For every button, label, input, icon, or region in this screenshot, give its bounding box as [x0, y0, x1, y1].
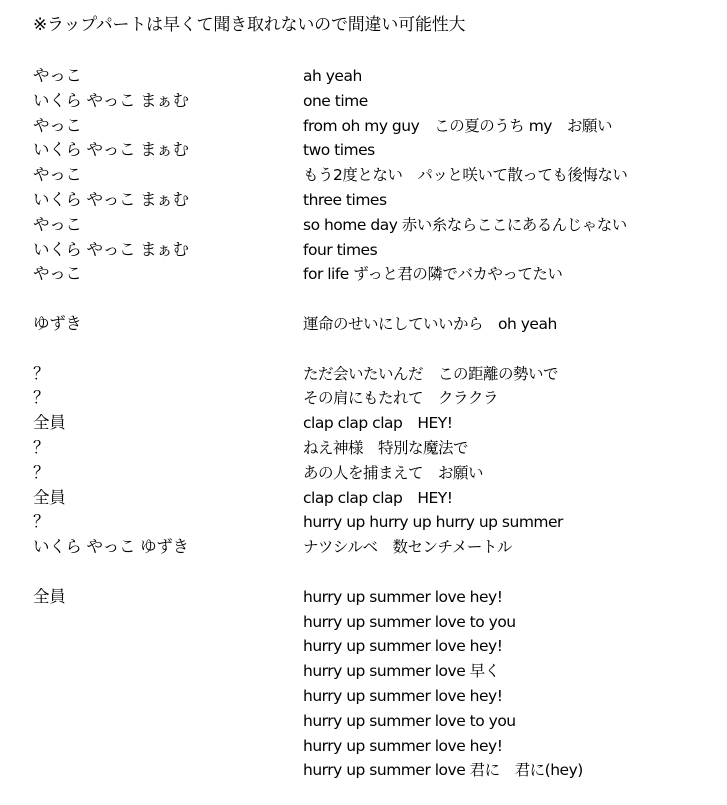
- lyric-line: ナツシルベ 数センチメートル: [303, 538, 512, 557]
- singer-name: やっこ: [33, 66, 82, 85]
- lyric-row: [33, 114, 723, 139]
- singer-name: ？: [33, 437, 50, 457]
- lyric-row: [33, 758, 723, 783]
- singer-name: 全員: [33, 586, 66, 606]
- lyric-row: [33, 461, 723, 486]
- lyric-row: [33, 287, 723, 312]
- lyric-line: hurry up summer love to you: [303, 711, 516, 730]
- singer-name: 全員: [33, 487, 66, 507]
- lyric-row: [33, 337, 723, 362]
- lyric-row: [33, 486, 723, 511]
- lyric-line: so home day 赤い糸ならここにあるんじゃない: [303, 215, 627, 234]
- lyric-row: [33, 659, 723, 684]
- lyric-line: hurry up summer love to you: [303, 612, 516, 631]
- lyric-line: hurry up summer love 君に 君に(hey): [303, 761, 583, 780]
- lyric-row: [33, 734, 723, 759]
- lyric-row: [33, 238, 723, 263]
- note-text: ※ラップパートは早くて聞き取れないので間違い可能性大: [33, 15, 466, 35]
- singer-name: やっこ: [33, 115, 82, 135]
- lyric-row: [33, 138, 723, 163]
- lyric-row: [33, 585, 723, 610]
- singer-name: いくら やっこ ゆずき: [33, 537, 189, 557]
- lyric-line: four times: [303, 240, 378, 259]
- singer-name: いくら やっこ まぁむ: [33, 189, 189, 209]
- lyric-line: ah yeah: [303, 67, 362, 85]
- lyric-line: 運命のせいにしていいから oh yeah: [303, 314, 557, 333]
- lyric-row: [33, 89, 723, 114]
- lyric-line: もう2度とない パッと咲いて散っても後悔ない: [303, 166, 628, 185]
- singer-name: ？: [33, 363, 50, 383]
- lyric-row: [33, 684, 723, 709]
- lyric-row: [33, 386, 723, 411]
- singer-name: ？: [33, 388, 50, 408]
- lyric-row: [33, 610, 723, 635]
- lyric-line: clap clap clap HEY!: [303, 414, 453, 433]
- lyric-row: [33, 163, 723, 188]
- lyric-line: three times: [303, 190, 387, 209]
- lyric-line: hurry up summer love hey!: [303, 686, 503, 705]
- lyric-row: [33, 188, 723, 213]
- lyric-row: [33, 64, 723, 89]
- singer-name: ？: [33, 462, 50, 482]
- singer-name: いくら やっこ まぁむ: [33, 239, 189, 259]
- singer-name: やっこ: [33, 165, 82, 185]
- lyric-row: [33, 560, 723, 585]
- lyrics-list: [33, 64, 723, 783]
- lyric-line: hurry up hurry up hurry up summer: [303, 513, 563, 532]
- lyric-line: ただ会いたいんだ この距離の勢いで: [303, 364, 559, 383]
- lyric-line: ねえ神様 特別な魔法で: [303, 438, 469, 457]
- lyric-line: two times: [303, 141, 375, 160]
- singer-name: 全員: [33, 413, 66, 433]
- singer-name: いくら やっこ まぁむ: [33, 90, 189, 110]
- lyric-row: [33, 634, 723, 659]
- lyric-line: hurry up summer love hey!: [303, 637, 503, 656]
- lyric-line: hurry up summer love hey!: [303, 587, 503, 606]
- lyric-line: one time: [303, 91, 368, 110]
- lyric-line: clap clap clap HEY!: [303, 488, 453, 507]
- lyric-row: [33, 709, 723, 734]
- lyric-row: [33, 262, 723, 287]
- singer-name: ？: [33, 512, 50, 532]
- lyric-row: [33, 213, 723, 238]
- lyric-row: [33, 436, 723, 461]
- lyric-row: [33, 510, 723, 535]
- lyric-row: [33, 535, 723, 560]
- singer-name: やっこ: [33, 264, 82, 284]
- lyric-line: hurry up summer love hey!: [303, 736, 503, 755]
- lyric-line: for life ずっと君の隣でバカやってたい: [303, 265, 563, 284]
- lyric-row: [33, 312, 723, 337]
- lyric-row: [33, 362, 723, 387]
- lyric-row: [33, 411, 723, 436]
- singer-name: やっこ: [33, 214, 82, 234]
- singer-name: ゆずき: [33, 313, 82, 333]
- lyric-line: あの人を捕まえて お願い: [303, 463, 484, 482]
- lyric-line: hurry up summer love 早く: [303, 662, 500, 681]
- singer-name: いくら やっこ まぁむ: [33, 140, 189, 160]
- lyric-line: その肩にもたれて クラクラ: [303, 389, 499, 408]
- lyric-line: from oh my guy この夏のうち my お願い: [303, 116, 612, 135]
